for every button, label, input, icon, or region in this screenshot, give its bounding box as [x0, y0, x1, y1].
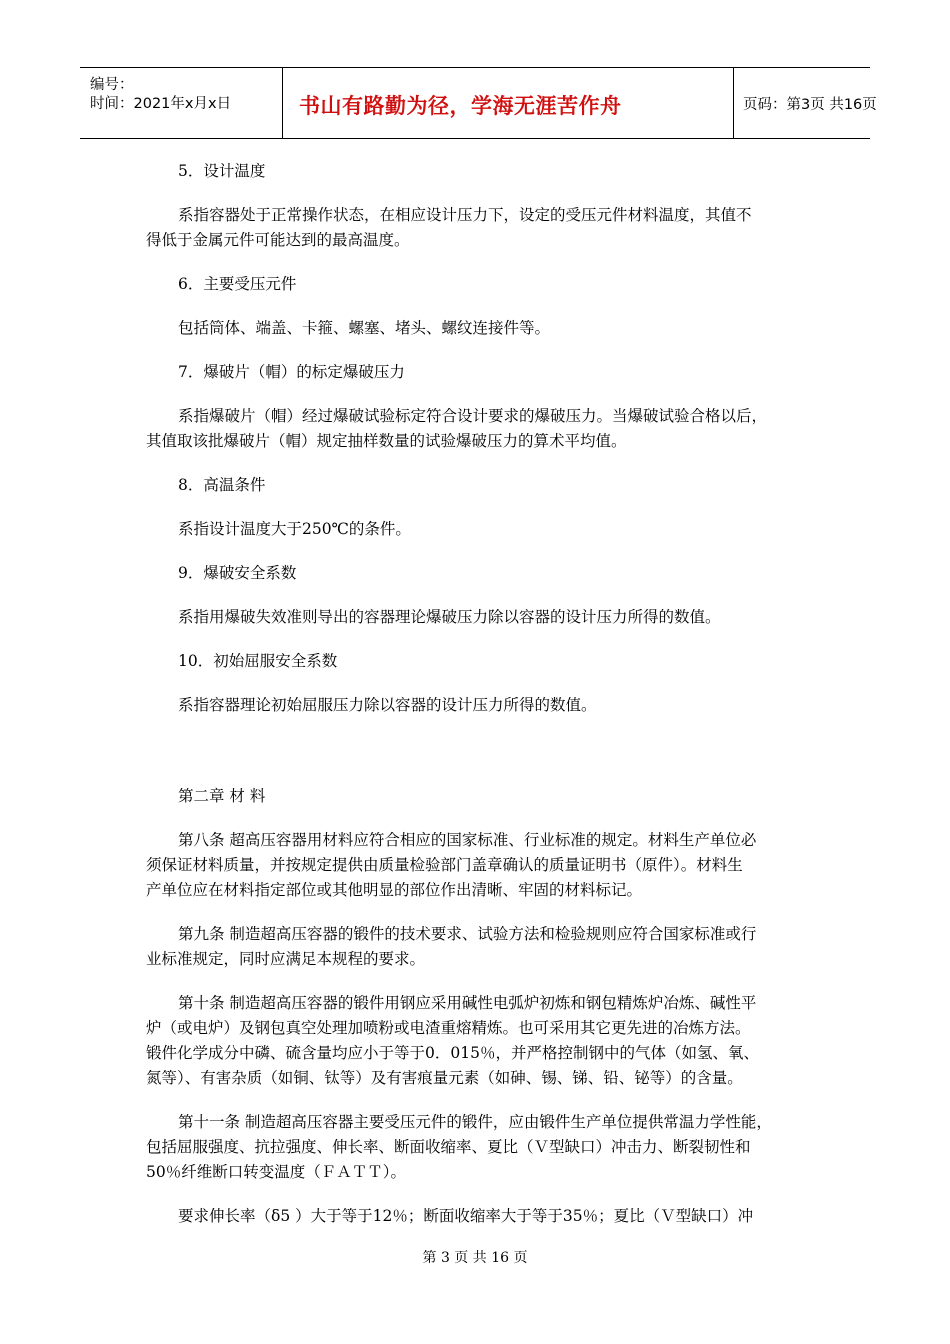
header-page-number: 页码：第3页 共16页 [743, 97, 877, 113]
article-10-line4: 氮等）、有害杂质（如铜、钛等）及有害痕量元素（如砷、锡、锑、铅、铋等）的含量。 [146, 1069, 743, 1087]
number-label: 编号： [90, 77, 134, 93]
article-8-line2: 须保证材料质量，并按规定提供由质量检验部门盖章确认的质量证明书（原件）。材料生 [146, 856, 743, 874]
header-page-cell [733, 68, 877, 138]
article-8-line3: 产单位应在材料指定部位或其他明显的部位作出清晰、牢固的材料标记。 [146, 881, 643, 899]
article-10-line3: 锻件化学成分中磷、硫含量均应小于等于0．015％，并严格控制钢中的气体（如氢、氧、 [146, 1044, 759, 1062]
article-8-line1: 第八条 超高压容器用材料应符合相应的国家标准、行业标准的规定。材料生产单位必 [178, 831, 757, 849]
item-7-heading: 7．爆破片（帽）的标定爆破压力 [178, 363, 405, 381]
item-10-text: 系指容器理论初始屈服压力除以容器的设计压力所得的数值。 [178, 696, 597, 714]
item-5-text-line2: 得低于金属元件可能达到的最高温度。 [146, 231, 410, 249]
chapter-2-title: 第二章 材 料 [178, 787, 266, 805]
item-5-heading: 5．设计温度 [178, 162, 266, 180]
article-9-line2: 业标准规定，同时应满足本规程的要求。 [146, 950, 426, 968]
item-7-text-line2: 其值取该批爆破片（帽）规定抽样数量的试验爆破压力的算术平均值。 [146, 432, 627, 450]
item-6-text: 包括筒体、端盖、卡箍、螺塞、堵头、螺纹连接件等。 [178, 319, 551, 337]
page-footer: 第 3 页 共 16 页 [422, 1250, 528, 1266]
motto: 书山有路勤为径，学海无涯苦作舟 [299, 94, 622, 118]
item-8-text: 系指设计温度大于250℃的条件。 [178, 520, 411, 538]
time-label: 时间：2021年x月x日 [90, 96, 232, 112]
item-9-text: 系指用爆破失效准则导出的容器理论爆破压力除以容器的设计压力所得的数值。 [178, 608, 721, 626]
page-header [80, 67, 877, 139]
article-10-line1: 第十条 制造超高压容器的锻件用钢应采用碱性电弧炉初炼和钢包精炼炉冶炼、碱性平 [178, 994, 757, 1012]
article-9-line1: 第九条 制造超高压容器的锻件的技术要求、试验方法和检验规则应符合国家标准或行 [178, 925, 757, 943]
item-10-heading: 10．初始屈服安全系数 [178, 652, 338, 670]
item-6-heading: 6．主要受压元件 [178, 275, 297, 293]
item-5-text-line1: 系指容器处于正常操作状态，在相应设计压力下，设定的受压元件材料温度，其值不 [178, 206, 752, 224]
item-9-heading: 9．爆破安全系数 [178, 564, 297, 582]
article-11-line2: 包括屈服强度、抗拉强度、伸长率、断面收缩率、夏比（Ｖ型缺口）冲击力、断裂韧性和 [146, 1138, 751, 1156]
item-8-heading: 8．高温条件 [178, 476, 266, 494]
article-11-line3: 50％纤维断口转变温度（ＦＡＴＴ）。 [146, 1163, 406, 1181]
article-11-line1: 第十一条 制造超高压容器主要受压元件的锻件，应由锻件生产单位提供常温力学性能， [178, 1113, 772, 1131]
article-10-line2: 炉（或电炉）及钢包真空处理加喷粉或电渣重熔精炼。也可采用其它更先进的冶炼方法。 [146, 1019, 751, 1037]
header-meta [80, 68, 280, 138]
requirement-line1: 要求伸长率（δ5 ）大于等于12％；断面收缩率大于等于35％；夏比（Ｖ型缺口）冲 [178, 1207, 754, 1225]
header-motto-cell [282, 68, 734, 138]
item-7-text-line1: 系指爆破片（帽）经过爆破试验标定符合设计要求的爆破压力。当爆破试验合格以后， [178, 407, 768, 425]
